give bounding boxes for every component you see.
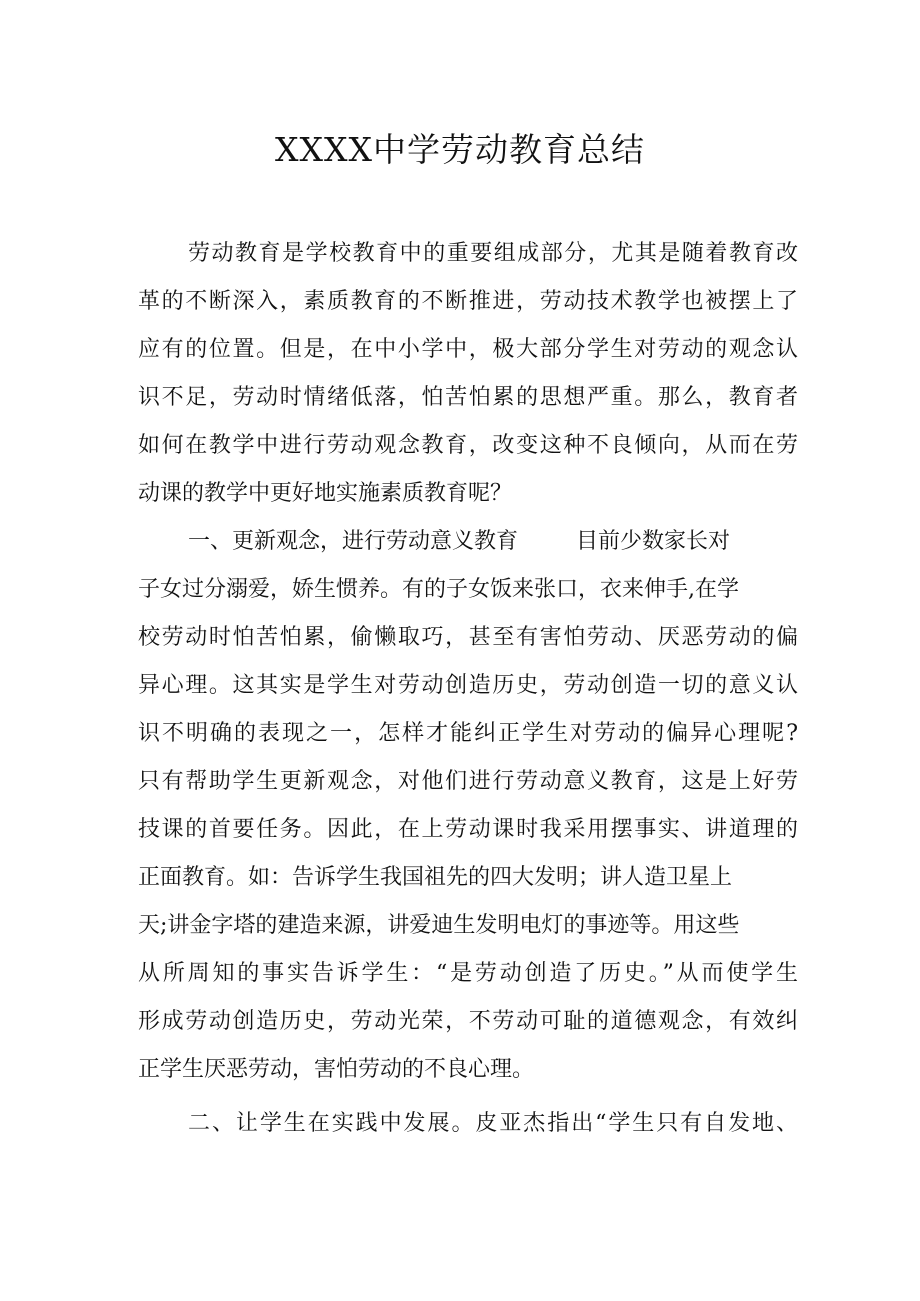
paragraph-line: 只有帮助学生更新观念，对他们进行劳动意义教育，这是上好劳 bbox=[138, 769, 798, 794]
section-heading-continuation: 目前少数家长对 bbox=[576, 529, 731, 554]
section-heading: 一、更新观念，进行劳动意义教育 bbox=[188, 529, 519, 554]
paragraph-line: 识不明确的表现之一，怎样才能纠正学生对劳动的偏异心理呢? bbox=[138, 721, 798, 746]
paragraph-line: 劳动教育是学校教育中的重要组成部分，尤其是随着教育改 bbox=[188, 241, 798, 266]
section-heading-line: 二、让学生在实践中发展。皮亚杰指出“学生只有自发地、 bbox=[188, 1111, 798, 1136]
paragraph-line: 革的不断深入，素质教育的不断推进，劳动技术教学也被摆上了 bbox=[138, 289, 798, 314]
paragraph-line: 识不足，劳动时情绪低落，怕苦怕累的思想严重。那么，教育者 bbox=[138, 385, 798, 410]
paragraph-line: 正学生厌恶劳动，害怕劳动的不良心理。 bbox=[138, 1057, 535, 1082]
paragraph-line: 正面教育。如：告诉学生我国祖先的四大发明；讲人造卫星上 bbox=[138, 865, 733, 890]
paragraph-line: 应有的位置。但是，在中小学中，极大部分学生对劳动的观念认 bbox=[138, 337, 798, 362]
paragraph-line: 从所周知的事实告诉学生：“是劳动创造了历史。”从而使学生 bbox=[138, 961, 798, 986]
paragraph-line: 天;讲金字塔的建造来源，讲爱迪生发明电灯的事迹等。用这些 bbox=[138, 913, 740, 938]
paragraph-line: 异心理。这其实是学生对劳动创造历史，劳动创造一切的意义认 bbox=[138, 673, 798, 698]
paragraph-line: 子女过分溺爱，娇生惯养。有的子女饭来张口，衣来伸手,在学 bbox=[138, 577, 739, 602]
paragraph-line: 形成劳动创造历史，劳动光荣，不劳动可耻的道德观念，有效纠 bbox=[138, 1009, 798, 1034]
paragraph-line: 动课的教学中更好地实施素质教育呢？ bbox=[138, 481, 513, 506]
paragraph-line: 校劳动时怕苦怕累，偷懒取巧，甚至有害怕劳动、厌恶劳动的偏 bbox=[138, 625, 798, 650]
paragraph-line: 技课的首要任务。因此，在上劳动课时我采用摆事实、讲道理的 bbox=[138, 817, 798, 842]
paragraph-line: 如何在教学中进行劳动观念教育，改变这种不良倾向，从而在劳 bbox=[138, 433, 798, 458]
section-heading-line bbox=[188, 527, 798, 557]
document-title: XXXX中学劳动教育总结 bbox=[275, 130, 645, 169]
